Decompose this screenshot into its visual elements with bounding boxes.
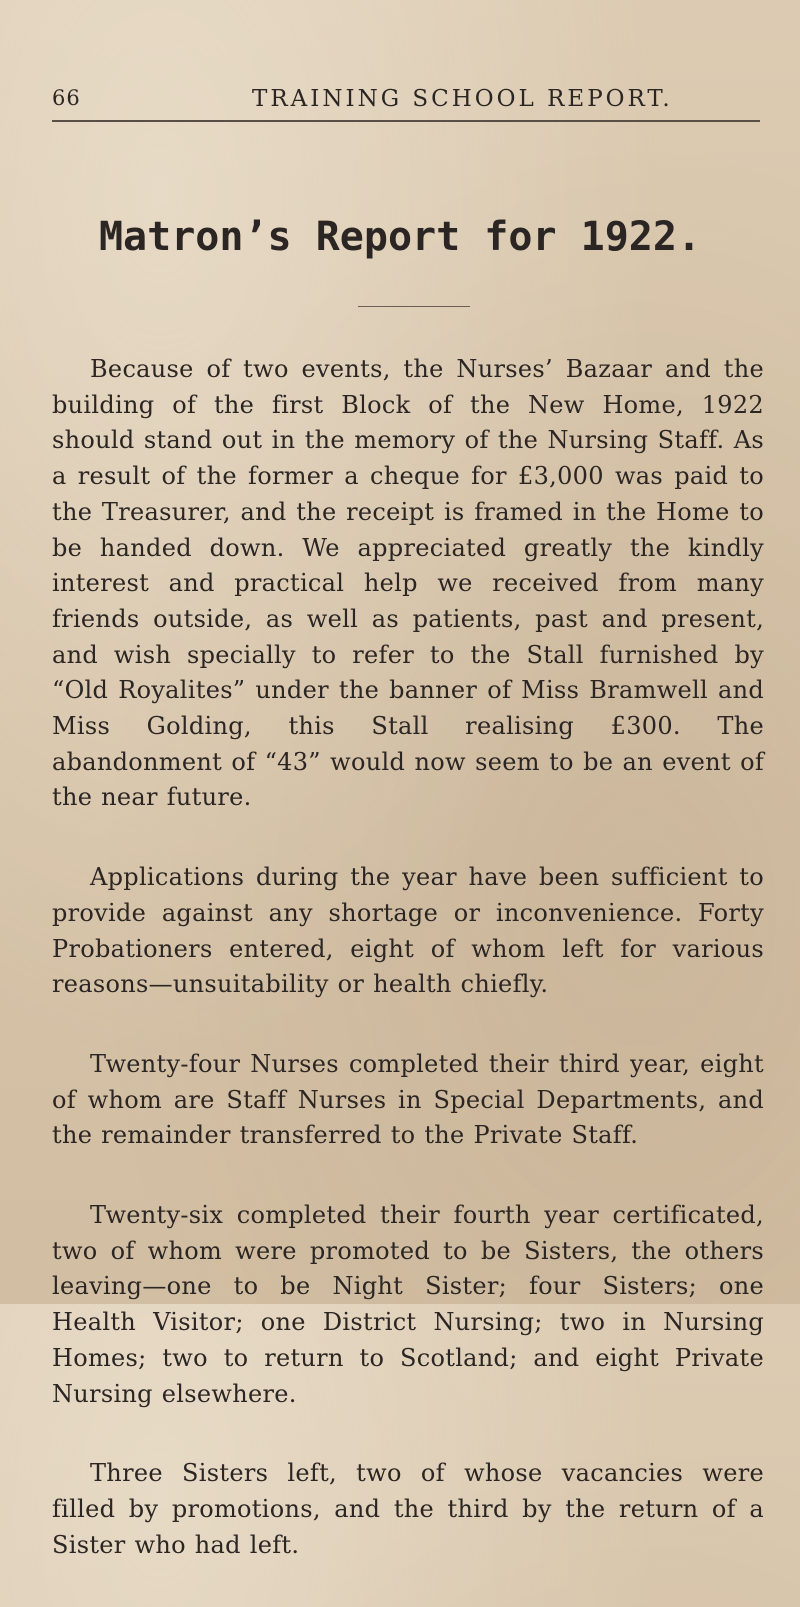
report-title: Matron’s Report for 1922. <box>98 214 702 260</box>
report-body <box>52 352 764 1607</box>
title-rule <box>358 306 470 307</box>
paragraph-third-year: Twenty-four Nurses completed their third year, eight of whom are Staff Nurses in Special Departments, and the remainder transferred to the Private Staff. <box>52 1049 764 1150</box>
page-number: 66 <box>52 86 81 110</box>
paragraph-sisters: Three Sisters left, two of whose vacancies were filled by promotions, and the third by the return of a Sister who had left. <box>52 1459 764 1559</box>
running-title: TRAINING SCHOOL REPORT. <box>252 86 673 112</box>
paragraph-applications: Applications during the year have been sufficient to provide against any shortage or inconvenience. Forty Probationers entered, eight of whom left for various reasons—unsuitability or health chiefly. <box>52 863 764 999</box>
running-header <box>52 86 760 120</box>
header-rule <box>52 120 760 122</box>
paragraph-bazaar: Because of two events, the Nurses’ Bazaar and the building of the first Block of the New Home, 1922 should stand out in the memory of the Nursing Staff. As a result of the former a cheque for £3,000 was paid to the Treasurer, and the receipt is framed in the Home to be handed down. We appreciated greatly the kindly interest and practical help we received from many friends outside, as well as patients, past and present, and wish specially to refer to the Stall furnished by “Old Royalites” under the banner of Miss Bramwell and Miss Golding, this Stall realising £300. The abandonment of “43” would now seem to be an event of the near future. <box>52 355 764 812</box>
paragraph-fourth-year: Twenty-six completed their fourth year certificated, two of whom were promoted to be Sisters, the others leaving—one to be Night Sister; four Sisters; one Health Visitor; one District Nursing; two in Nursing Homes; two to return to Scotland; and eight Private Nursing elsewhere. <box>52 1201 764 1408</box>
